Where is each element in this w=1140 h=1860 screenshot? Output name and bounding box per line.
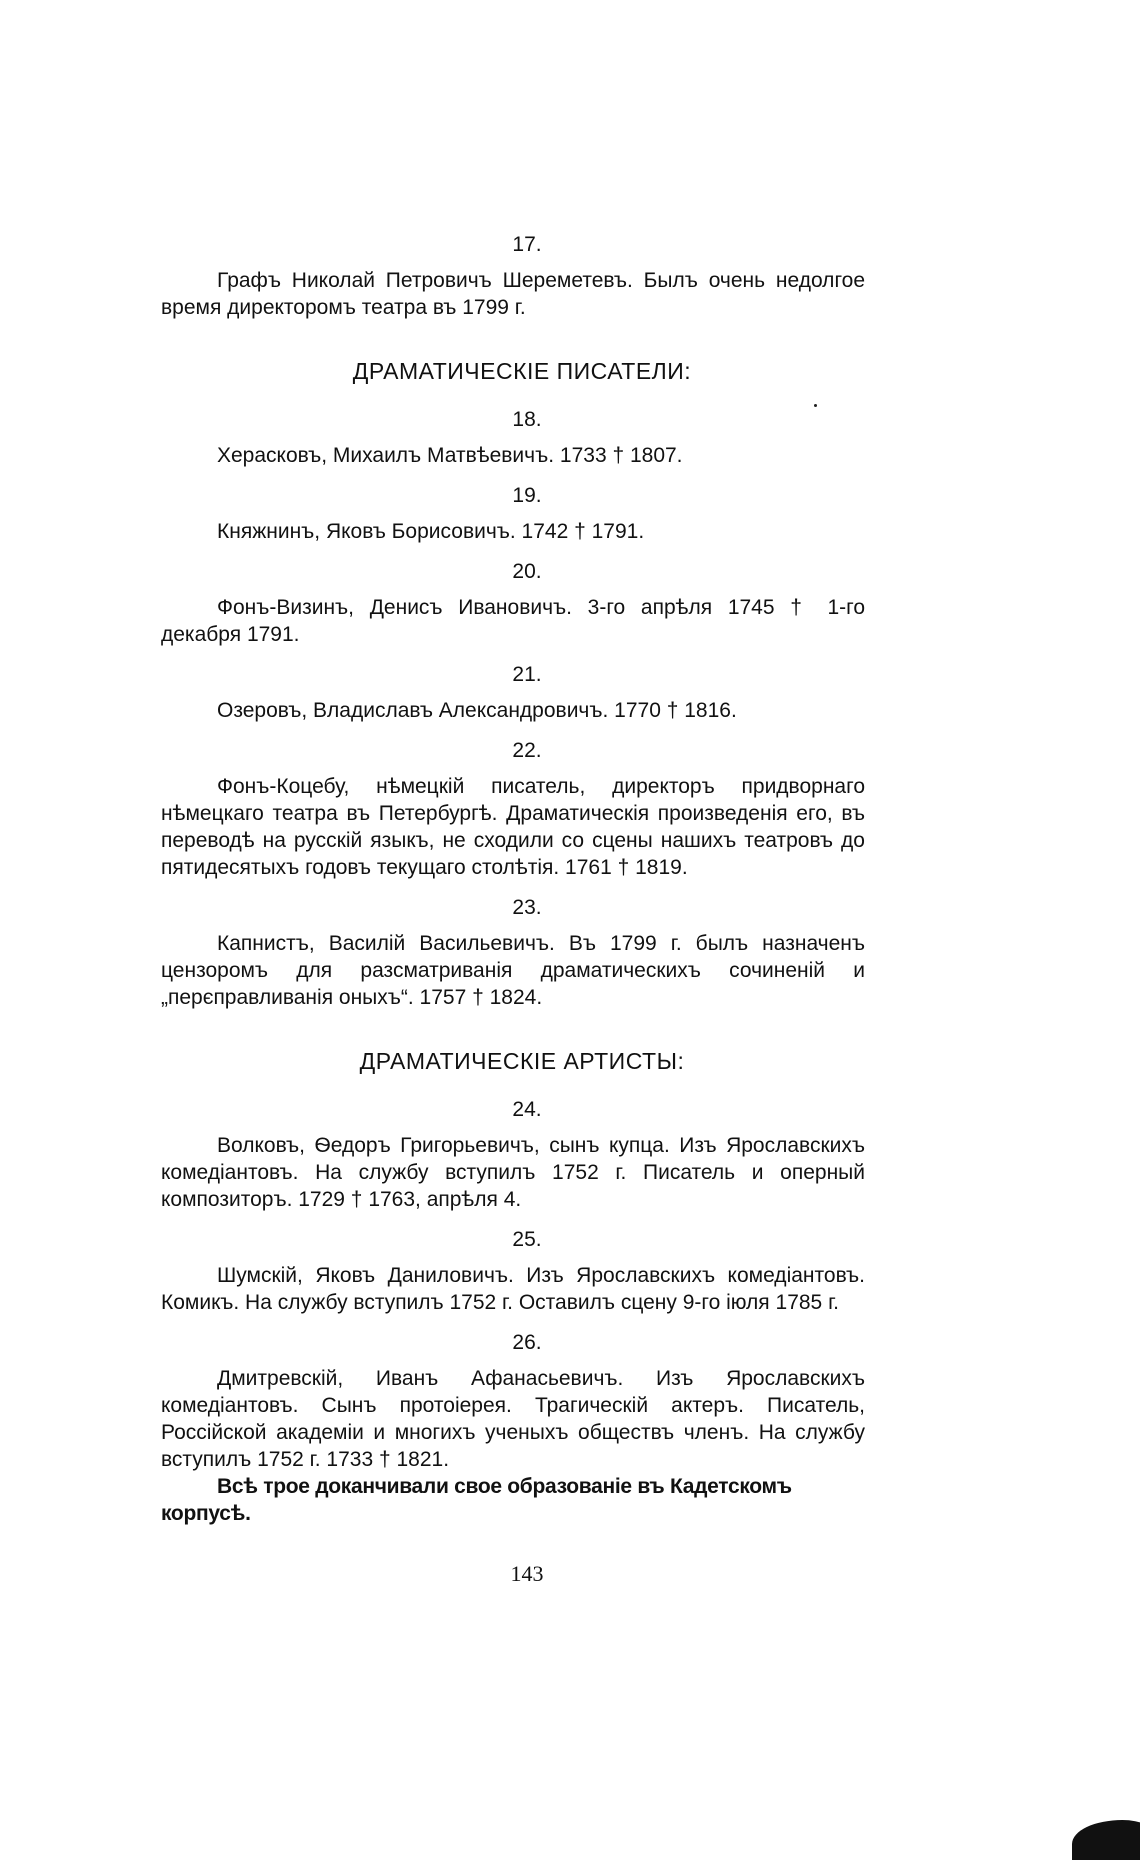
entry-number: 24. xyxy=(512,1098,542,1121)
scan-corner-mark xyxy=(1072,1820,1140,1860)
scan-speck xyxy=(814,404,817,407)
entry-22 xyxy=(161,738,865,881)
entry-number: 25. xyxy=(512,1228,542,1251)
entry-number: 22. xyxy=(512,739,542,762)
entry-number: 26. xyxy=(512,1331,542,1354)
entry-text: Херасковъ, Михаилъ Матвѣевичъ. 1733 † 1807. xyxy=(217,444,683,467)
entry-20 xyxy=(161,559,865,648)
entry-26 xyxy=(161,1330,865,1473)
entry-25 xyxy=(161,1227,865,1316)
entry-number: 17. xyxy=(512,233,542,256)
entry-number: 18. xyxy=(512,408,542,431)
entry-number: 23. xyxy=(512,896,542,919)
entry-text: Графъ Николай Петровичъ Шереметевъ. Былъ очень недолгое время директоромъ театра въ 1799 г. xyxy=(161,269,865,319)
entry-number: 19. xyxy=(512,484,542,507)
closing-note: Всѣ трое доканчивали свое образованіе въ Кадетскомъ корпусѣ. xyxy=(161,1475,792,1525)
entry-21 xyxy=(161,662,865,724)
page-number: 143 xyxy=(510,1561,544,1586)
entry-text: Капнистъ, Василій Васильевичъ. Въ 1799 г. былъ назначенъ цензоромъ для разсматриванія драматическихъ сочиненій и „перєправливанія оныхъ“. 1757 † 1824. xyxy=(161,932,865,1009)
entry-23 xyxy=(161,895,865,1011)
entry-18 xyxy=(161,407,865,469)
entry-19 xyxy=(161,483,865,545)
entry-text: Дмитревскій, Иванъ Афанасьевичъ. Изъ Ярославскихъ комедіантовъ. Сынъ протоіерея. Трагическій актеръ. Писатель, Россійской академіи и многихъ ученыхъ обществъ членъ. На службу вступилъ 1752 г. 1733 † 1821. xyxy=(161,1367,865,1471)
entry-text: Волковъ, Ѳедоръ Григорьевичъ, сынъ купца. Изъ Ярославскихъ комедіантовъ. На службу вступилъ 1752 г. Писатель и оперный композиторъ. 1729 † 1763, апрѣля 4. xyxy=(161,1134,865,1211)
entry-text: Фонъ-Коцебу, нѣмецкій писатель, директоръ придворнаго нѣмецкаго театра въ Петербургѣ. Драматическія произведенія его, въ переводѣ на русскій языкъ, не сходили со сцены нашихъ театровъ до пятидесятыхъ годовъ текущаго столѣтія. 1761 † 1819. xyxy=(161,775,865,879)
entry-17 xyxy=(161,232,865,321)
section-heading-writers: ДРАМАТИЧЕСКІЕ ПИСАТЕЛИ: xyxy=(352,358,692,384)
entry-text: Шумскій, Яковъ Даниловичъ. Изъ Ярославскихъ комедіантовъ. Комикъ. На службу вступилъ 1752 г. Оставилъ сцену 9-го іюля 1785 г. xyxy=(161,1264,865,1314)
document-page xyxy=(161,232,865,1587)
entry-number: 20. xyxy=(512,560,542,583)
entry-number: 21. xyxy=(512,663,542,686)
entry-text: Фонъ-Визинъ, Денисъ Ивановичъ. 3-го апрѣля 1745 † 1-го декабря 1791. xyxy=(161,596,865,646)
entry-text: Озеровъ, Владиславъ Александровичъ. 1770 † 1816. xyxy=(217,699,737,722)
section-heading-actors: ДРАМАТИЧЕСКІЕ АРТИСТЫ: xyxy=(359,1048,685,1074)
entry-text: Княжнинъ, Яковъ Борисовичъ. 1742 † 1791. xyxy=(217,520,645,543)
entry-24 xyxy=(161,1097,865,1213)
